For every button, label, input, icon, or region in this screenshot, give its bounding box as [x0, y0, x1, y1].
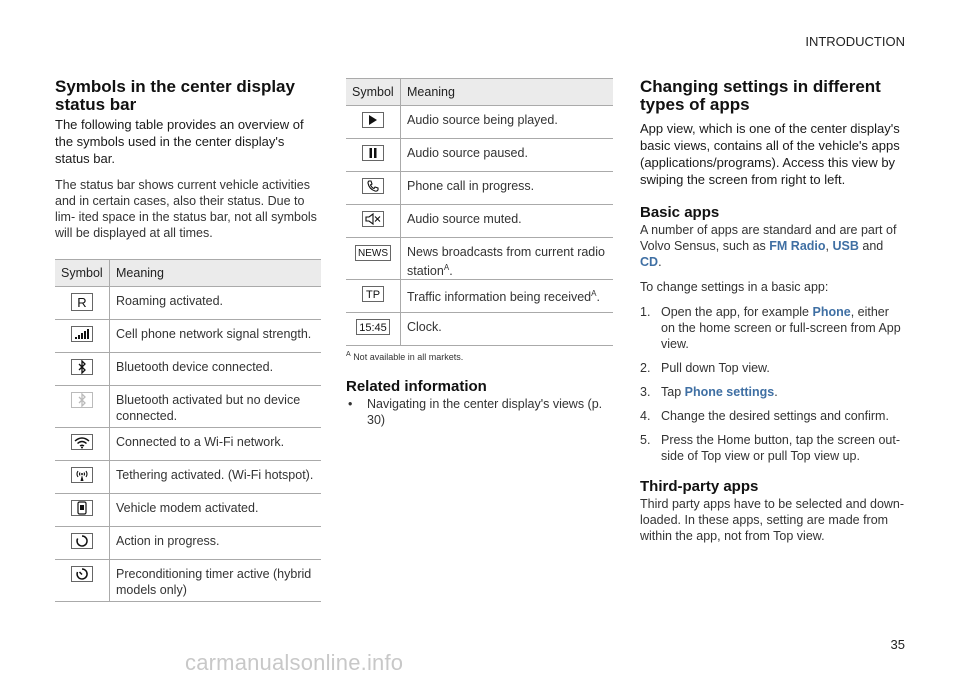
third-party-apps-text: Third party apps have to be selected and down- loaded. In these apps, setting are made from within the app, not from Top view.: [640, 497, 905, 543]
meaning-cell: Preconditioning timer active (hybrid models only): [110, 560, 322, 602]
cd-label: CD: [640, 255, 659, 269]
table-footnote: $^A$ Not available in all markets.: [346, 351, 464, 363]
mute-icon: [362, 211, 384, 227]
meaning-cell: Audio source being played.: [401, 106, 614, 139]
page-number: 35: [890, 637, 905, 652]
meaning-cell: Phone call in progress.: [401, 172, 614, 205]
body-paragraph: The status bar shows current vehicle activities and in certain cases, also their status. Due to lim- ited space in the status bar, not all symbols will be displayed at all times.: [55, 178, 317, 240]
meaning-cell: News broadcasts from current radio station$^A$.: [401, 238, 614, 280]
list-item: 2. Pull down Top view.: [640, 361, 770, 375]
list-item: 1. Open the app, for example Phone, either on the home screen or full-screen from App view.: [640, 305, 901, 351]
basic-apps-text: A number of apps are standard and are part of Volvo Sensus, such as FM Radio, USB and CD.: [640, 223, 897, 269]
roaming-icon: R: [71, 293, 93, 311]
table-row: [55, 527, 321, 560]
symbols-table: [346, 78, 613, 346]
third-party-apps-title: Third-party apps: [640, 478, 759, 495]
meaning-cell: Bluetooth activated but no device connected.: [110, 386, 322, 428]
section-title: Changing settings in different types of apps: [640, 77, 881, 114]
table-row: [346, 139, 613, 172]
bluetooth-icon: [71, 359, 93, 375]
section-title: Symbols in the center display status bar: [55, 77, 295, 114]
clock-icon: 15:45: [356, 319, 390, 335]
symbols-table-continued: [346, 78, 613, 428]
meaning-cell: Action in progress.: [110, 527, 322, 560]
symbols-table: [55, 259, 321, 602]
steps-list: [640, 304, 905, 464]
meaning-cell: Tethering activated. (Wi-Fi hotspot).: [110, 461, 322, 494]
table-row: [55, 353, 321, 386]
column-header-symbol: Symbol: [346, 79, 401, 106]
table-row: [55, 386, 321, 428]
table-row: [346, 238, 613, 280]
table-row: [55, 320, 321, 353]
table-row: [346, 205, 613, 238]
column-header-meaning: Meaning: [110, 260, 322, 287]
change-intro: To change settings in a basic app:: [640, 280, 829, 294]
meaning-cell: Vehicle modem activated.: [110, 494, 322, 527]
table-row: [346, 106, 613, 139]
bluetooth-inactive-icon: [71, 392, 93, 408]
fm-radio-label: FM Radio: [769, 239, 826, 253]
news-icon: NEWS: [355, 245, 391, 261]
table-row: [55, 461, 321, 494]
related-link[interactable]: • Navigating in the center display's views (p. 30): [348, 397, 603, 428]
table-row: [55, 287, 321, 320]
meaning-cell: Cell phone network signal strength.: [110, 320, 322, 353]
progress-icon: [71, 533, 93, 549]
meaning-cell: Audio source paused.: [401, 139, 614, 172]
usb-label: USB: [832, 239, 859, 253]
list-item: 4. Change the desired settings and confirm.: [640, 409, 889, 423]
signal-strength-icon: [71, 326, 93, 342]
modem-icon: [71, 500, 93, 516]
lead-paragraph: App view, which is one of the center display's basic views, contains all of the vehicle's apps (applications/programs). Access this view by swiping the screen from right to left.: [640, 121, 900, 187]
table-row: [346, 280, 613, 313]
basic-apps-title: Basic apps: [640, 204, 720, 221]
timer-icon: [71, 566, 93, 582]
meaning-cell: Connected to a Wi-Fi network.: [110, 428, 322, 461]
meaning-cell: Traffic information being received$^A$.: [401, 280, 614, 313]
meaning-cell: Bluetooth device connected.: [110, 353, 322, 386]
phone-icon: [362, 178, 384, 194]
related-information-title: Related information: [346, 378, 487, 396]
meaning-cell: Audio source muted.: [401, 205, 614, 238]
hotspot-icon: [71, 467, 93, 483]
changing-settings-section: [640, 78, 905, 544]
lead-paragraph: The following table provides an overview of the symbols used in the center display's status bar.: [55, 117, 304, 166]
tp-icon: TP: [362, 286, 384, 302]
watermark: carmanualsonline.info: [185, 650, 404, 675]
play-icon: [362, 112, 384, 128]
table-row: [55, 560, 321, 602]
list-item: 5. Press the Home button, tap the screen out- side of Top view or pull Top view up.: [640, 433, 901, 463]
table-row: [346, 313, 613, 346]
column-header-meaning: Meaning: [401, 79, 614, 106]
pause-icon: [362, 145, 384, 161]
status-bar-section: [55, 78, 321, 602]
meaning-cell: Roaming activated.: [110, 287, 322, 320]
meaning-cell: Clock.: [401, 313, 614, 346]
wifi-icon: [71, 434, 93, 450]
section-header: INTRODUCTION: [805, 34, 905, 49]
list-item: 3. Tap Phone settings.: [640, 385, 778, 399]
table-row: [346, 172, 613, 205]
table-row: [55, 428, 321, 461]
column-header-symbol: Symbol: [55, 260, 110, 287]
table-row: [55, 494, 321, 527]
